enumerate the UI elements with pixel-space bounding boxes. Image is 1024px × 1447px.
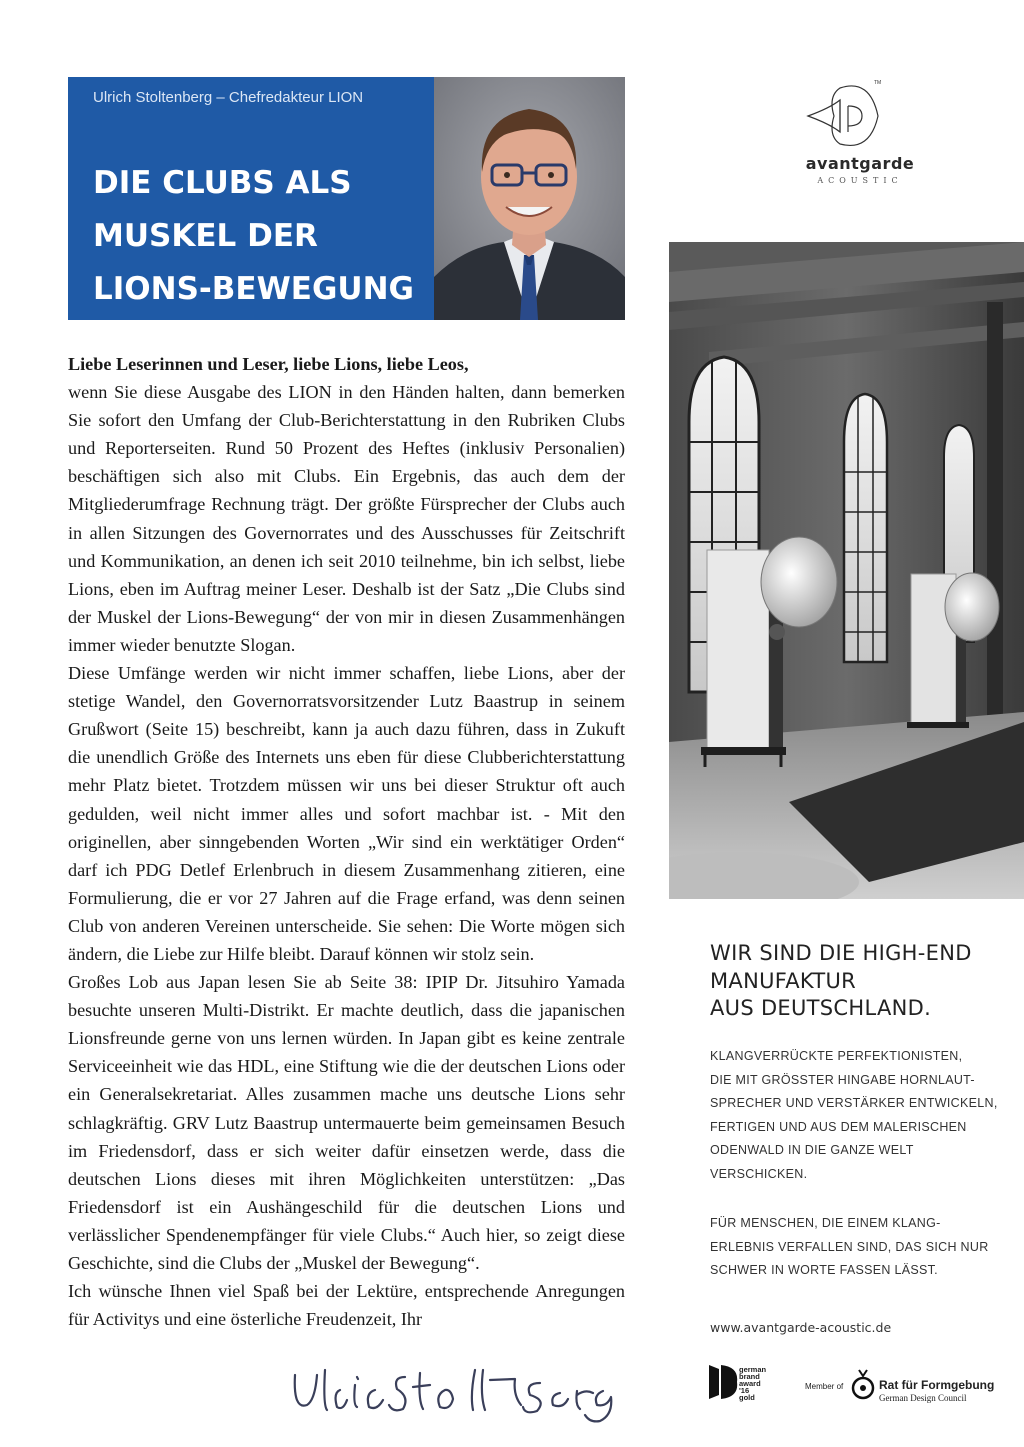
avantgarde-logo bbox=[790, 78, 930, 193]
article-body bbox=[68, 350, 625, 1333]
ad-body-line: ERLEBNIS VERFALLEN SIND, DAS SICH NUR bbox=[710, 1239, 989, 1254]
loft-speakers-illustration bbox=[669, 242, 1024, 899]
ad-headline-line: MANUFAKTUR bbox=[710, 968, 857, 993]
trademark: TM bbox=[874, 80, 882, 86]
paragraph: Diese Umfänge werden wir nicht immer schaffen, liebe Lions, aber der stetige Wandel, den Governorratsvorsitzender Lutz Baastrup in seinem Grußwort (Seite 15) beschreibt, kann ja auch dazu führen, dass in Zukuft die unendlich Größe des Internets uns eben für diese Clubberichterstattung mehr Platz bietet. Trotzdem müssen wir uns bei dieser Struktur oft auch gedulden, weil nicht immer alles und sofort machbar ist. - Mit den originellen, aber sinngebenden Worten „Wir sind ein werktätiger Orden“ darf ich PDG Detlef Erlenbruch in diesem Zusammenhang zitieren, eine Formulierung, die er vor 27 Jahren auf die Frage erfand, was denn seinen Club von anderen Vereinen unterscheide. Sie sehen: Die Worte mögen sich ändern, die Liebe zur Hilfe bleibt. Darauf können wir stolz sein. bbox=[68, 663, 625, 964]
headline-line: MUSKEL DER bbox=[93, 218, 318, 254]
ad-headline-line: WIR SIND DIE HIGH-END bbox=[710, 941, 972, 965]
award-line: award bbox=[739, 1379, 761, 1388]
ad-body-line: VERSCHICKEN. bbox=[710, 1166, 808, 1181]
ad-photo bbox=[669, 242, 1024, 899]
horn-logo-icon bbox=[790, 78, 930, 154]
council-subtitle: German Design Council bbox=[879, 1393, 967, 1403]
paragraph: Großes Lob aus Japan lesen Sie ab Seite 38: IPIP Dr. Jitsuhiro Yamada besuchte unseren Multi-Distrikt. Er machte deutlich, dass die japanischen Lionsfreunde gerne von uns lernen würden. In Japan gibt es keine zentrale Serviceeinheit wie das HDL, eine Stiftung wie die der deutschen Lions oder ein Generalsekretariat. Alles zusammen mache uns deutsche Lions sehr schlagkräftig. GRV Lutz Baastrup untermauerte beim gemeinsamen Besuch im Friedensdorf, dass er sich weiter dafür einsetzen werde, dass die deutschen Lions dieses mit ihren Möglichkeiten unterstützen: „Das Friedensdorf ist ein Aushängeschild für die deutschen Lions und verlässlicher Spendenempfänger für viele Clubs.“ Auch hier, so zeigt diese Geschichte, sind die Clubs der „Muskel der Bewegung“. bbox=[68, 972, 625, 1273]
award-line: '16 bbox=[739, 1386, 750, 1395]
headline-line: LIONS-BEWEGUNG bbox=[93, 271, 414, 307]
award-text bbox=[739, 1366, 766, 1401]
ad-body-line: FERTIGEN UND AUS DEM MALERISCHEN bbox=[710, 1119, 967, 1134]
member-of-label: Member of bbox=[805, 1382, 844, 1391]
design-council-icon bbox=[851, 1368, 875, 1402]
logo-name: avantgarde bbox=[805, 154, 915, 173]
ad-headline-line: AUS DEUTSCHLAND. bbox=[710, 996, 932, 1020]
paragraph: wenn Sie diese Ausgabe des LION in den Händen halten, dann bemerken Sie sofort den Umfang der Club-Berichterstattung in den Rubriken Clubs und Reporterseiten. Rund 50 Prozent des Heftes (inklusiv Personalien) beschäftigen sich also mit Clubs. Ein Ergebnis, das auch dem der Mitgliederumfrage Rechnung trägt. Der größte Fürsprecher der Clubs auch in allen Sitzungen des Governorrates und des Ausschusses für Zeitschrift und Kommunikation, an denen ich seit 2010 teilnehme, bin ich selbst, liebe Lions, eben im Auftrag meiner Leser. Deshalb ist der Satz „Die Clubs sind der Muskel der Lions-Bewegung“ der von mir in diesen Zusammenhängen immer wieder benutzte Slogan. bbox=[68, 382, 625, 655]
ad-body-2 bbox=[710, 1212, 1010, 1283]
greeting: Liebe Leserinnen und Leser, liebe Lions, liebe Leos, bbox=[68, 354, 469, 374]
ad-body-line: ODENWALD IN DIE GANZE WELT bbox=[710, 1143, 914, 1157]
logo-sub: ACOUSTIC bbox=[817, 176, 903, 185]
council-name: Rat für Formgebung bbox=[879, 1378, 995, 1392]
paragraph: Ich wünsche Ihnen viel Spaß bei der Lektüre, entsprechende Anregungen für Activitys und eine österliche Freudenzeit, Ihr bbox=[68, 1281, 625, 1330]
article-header bbox=[68, 77, 434, 320]
ad-body-1 bbox=[710, 1045, 1010, 1186]
ad-body-line: SCHWER IN WORTE FASSEN LÄSST. bbox=[710, 1263, 938, 1277]
ad-body-line: KLANGVERRÜCKTE PERFEKTIONISTEN, bbox=[710, 1049, 963, 1063]
ad-body-line: SPRECHER UND VERSTÄRKER ENTWICKELN, bbox=[710, 1096, 998, 1110]
ad-body-line: DIE MIT GRÖSSTER HINGABE HORNLAUT- bbox=[710, 1072, 975, 1087]
author-portrait bbox=[434, 77, 625, 320]
award-line: brand bbox=[739, 1372, 760, 1381]
portrait-illustration bbox=[434, 77, 625, 320]
signature bbox=[285, 1355, 625, 1425]
headline-line: DIE CLUBS ALS bbox=[93, 165, 352, 201]
ad-body-line: FÜR MENSCHEN, DIE EINEM KLANG- bbox=[710, 1216, 941, 1230]
ad-website-link[interactable]: www.avantgarde-acoustic.de bbox=[710, 1320, 892, 1335]
award-line: gold bbox=[739, 1393, 755, 1402]
award-line: german bbox=[739, 1365, 767, 1374]
page-title bbox=[93, 157, 423, 316]
byline: Ulrich Stoltenberg – Chefredakteur LION bbox=[93, 89, 364, 106]
ad-headline bbox=[710, 940, 1010, 1023]
